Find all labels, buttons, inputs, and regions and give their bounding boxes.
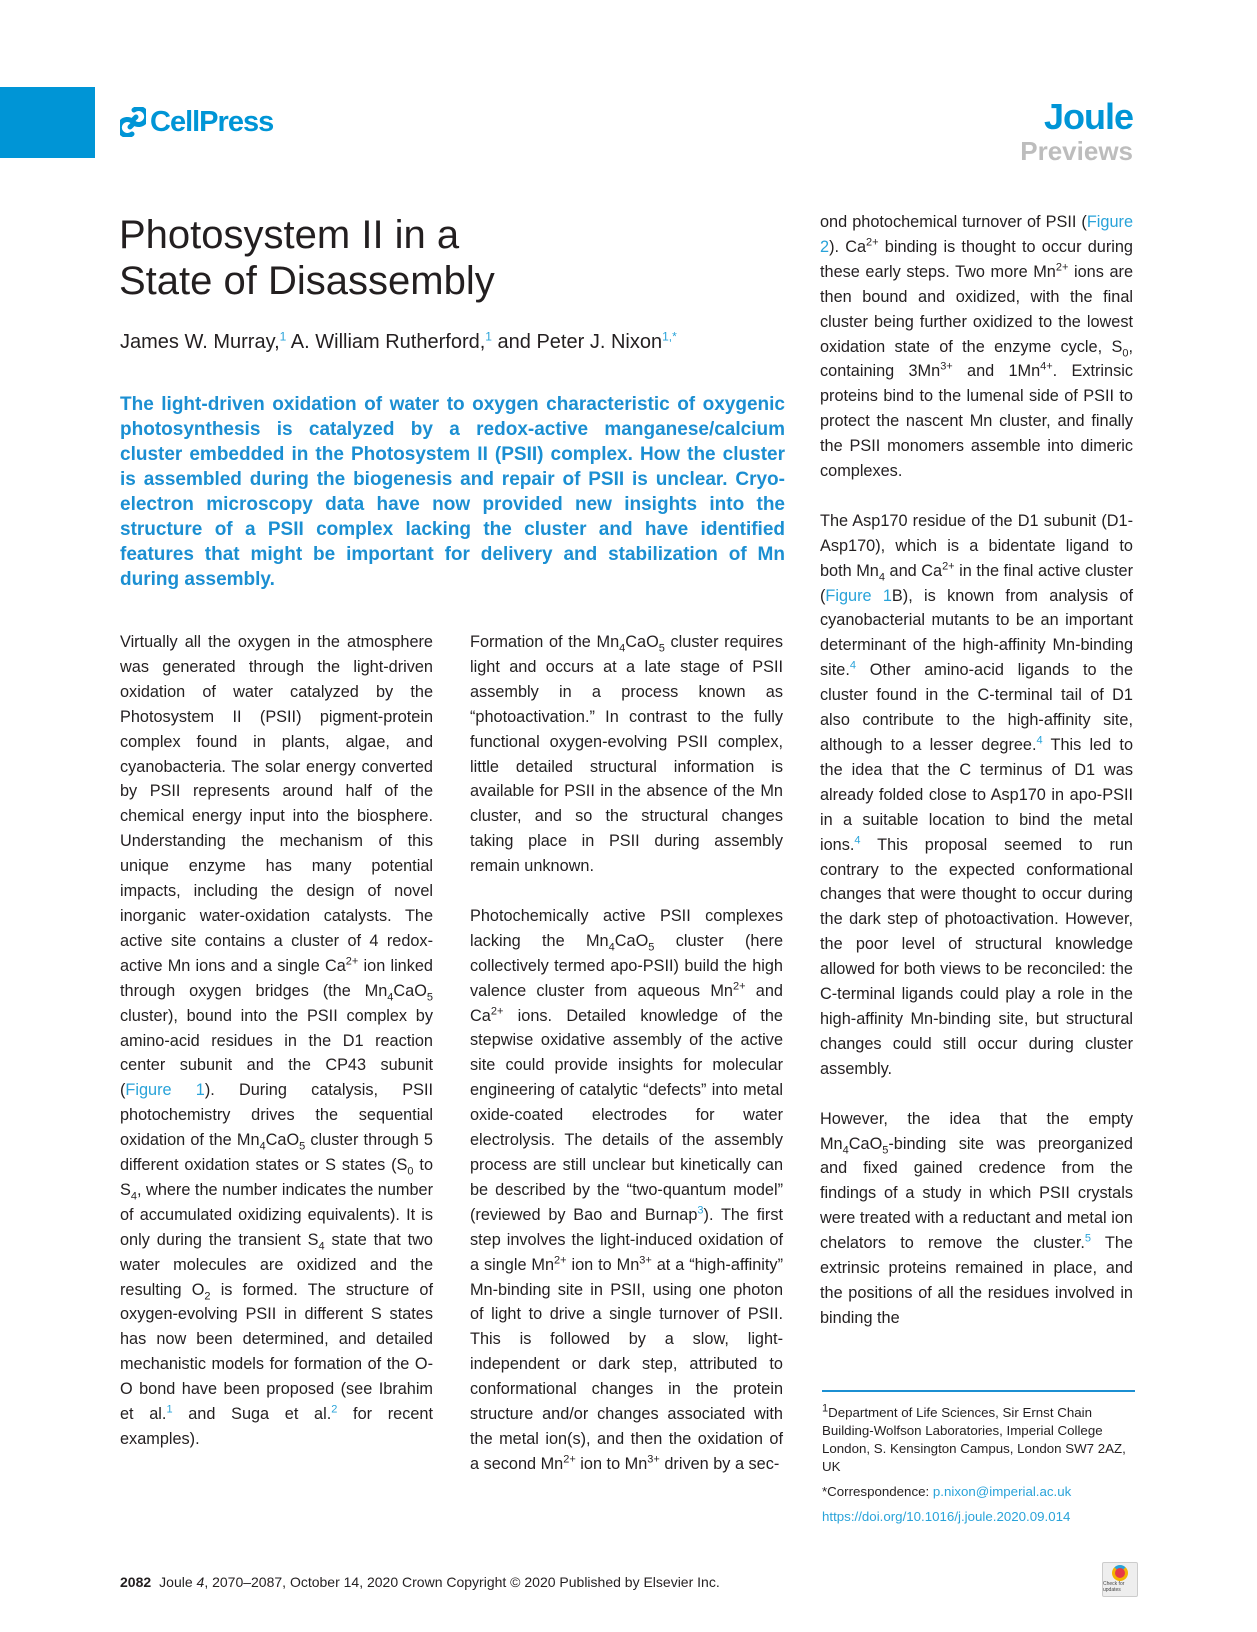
figure-link[interactable]: Figure 1 xyxy=(125,1081,205,1100)
superscript: 2+ xyxy=(942,560,955,573)
affiliation-footnote xyxy=(822,1404,1142,1476)
superscript: 2+ xyxy=(732,980,746,993)
cellpress-logo-icon xyxy=(120,107,146,137)
correspondence-footnote xyxy=(822,1483,1142,1501)
doi-footnote xyxy=(822,1508,1142,1526)
body-paragraph: Virtually all the oxygen in the atmosphere was generated through the light-driven oxidation of water catalyzed by the Photosystem II (PSII) pigment-protein complex found in plants, algae, and cyanobacteria. The solar energy converted by PSII represents around half of the chemical energy input into the biosphere. Understanding the mechanism of this unique enzyme has many potential impacts, including the design of novel inorganic water-oxidation catalysts. The active site contains a cluster of 4 redox-active Mn ions and a single $Ca^{2+}$ ion linked through oxygen bridges (the $Mn_4CaO_5$ cluster), bound into the PSII complex by amino-acid residues in the D1 reaction center subunit and the CP43 subunit (Figure 1). During catalysis, PSII photochemistry drives the sequential oxidation of the $Mn_4CaO_5$ cluster through 5 different oxidation states or S states ($S_0$ to $S_4$, where the number indicates the number of accumulated oxidizing equivalents). It is only during the transient $S_4$ state that two water molecules are oxidized and the resulting $O_2$ is formed. The structure of oxygen-evolving PSII in different S states has now been determined, and detailed mechanistic models for formation of the O-O bond have been proposed (see Ibrahim et al.$^1$ and Suga et al.$^2$ for recent examples). xyxy=(120,633,434,1448)
brand-color-block xyxy=(0,87,95,158)
title-line-1: Photosystem II in a xyxy=(119,213,460,257)
check-for-updates-badge[interactable] xyxy=(1102,1562,1138,1597)
section-name: Previews xyxy=(1020,136,1133,166)
footnotes xyxy=(822,1404,1142,1533)
superscript: 2+ xyxy=(563,1453,576,1466)
subscript: 4 xyxy=(130,1190,137,1203)
superscript: 2+ xyxy=(866,236,879,249)
superscript: 3+ xyxy=(940,361,953,374)
superscript: 2+ xyxy=(345,955,359,968)
superscript: 3+ xyxy=(639,1254,652,1267)
subscript: 4 xyxy=(842,1143,849,1156)
footer-volume: 4 xyxy=(196,1574,205,1590)
body-paragraph: Formation of the $Mn_4CaO_5$ cluster requires light and occurs at a late stage of PSII assembly in a process known as “photoactivation.” In contrast to the fully functional oxygen-evolving PSII complex, little detailed structural information is available for PSII in the absence of the Mn cluster, and so the structural changes taking place in PSII during assembly remain unknown. xyxy=(470,633,783,876)
subscript: 4 xyxy=(259,1140,266,1153)
superscript: 2+ xyxy=(554,1254,567,1267)
superscript: 2+ xyxy=(490,1005,504,1018)
reference-link[interactable]: 1 xyxy=(166,1403,173,1416)
body-paragraph: The Asp170 residue of the D1 subunit (D1-Asp170), which is a bidentate ligand to both $Mn_4$ and $Ca^{2+}$ in the final active cluster (Figure 1B), is known from analysis of cyanobacterial mutants to be an important determinant of the high-affinity Mn-binding site.$^4$ Other amino-acid ligands to the cluster found in the C-terminal tail of D1 also contribute to the high-affinity site, although to a lesser degree.$^4$ This led to the idea that the C terminus of D1 was already folded close to Asp170 in apo-PSII in a suitable location to bind the metal ions.$^4$ This proposal seemed to run contrary to the expected conformational changes that were thought to occur during the dark step of photoactivation. However, the poor level of structural knowledge allowed for both views to be reconciled: the C-terminal ligands could play a role in the high-affinity Mn-binding site, but structural changes could still occur during cluster assembly. xyxy=(820,511,1133,1078)
subscript: 4 xyxy=(608,941,615,954)
author-affiliation-link[interactable]: 1 xyxy=(279,329,287,344)
author-affiliation-link[interactable]: 1 xyxy=(485,329,492,344)
subscript: 5 xyxy=(299,1140,306,1153)
footnote-divider xyxy=(822,1390,1135,1392)
figure-link[interactable]: Figure 2 xyxy=(820,213,1133,256)
bookmark-icon xyxy=(1112,1565,1128,1581)
title-line-2: State of Disassembly xyxy=(119,259,495,303)
author-list xyxy=(120,329,677,355)
subscript: 4 xyxy=(619,642,626,655)
badge-label: Check for updates xyxy=(1103,1581,1125,1593)
page-number: 2082 xyxy=(120,1574,152,1590)
author-name: and Peter J. Nixon xyxy=(491,331,663,353)
author-name: James W. Murray, xyxy=(120,331,280,353)
footer-citation: , 2070–2087, October 14, 2020 Crown Copyright © 2020 Published by Elsevier Inc. xyxy=(204,1574,720,1590)
reference-link[interactable]: 4 xyxy=(854,834,861,847)
superscript: 3+ xyxy=(647,1453,660,1466)
subscript: 4 xyxy=(387,990,394,1003)
article-title xyxy=(119,212,679,304)
body-paragraph: However, the idea that the empty $Mn_4CaO_5$-binding site was preorganized and fixed gained credence from the findings of a study in which PSII crystals were treated with a reductant and metal ion chelators to remove the cluster.$^5$ The extrinsic proteins remained in place, and the positions of all the residues involved in binding the xyxy=(820,1109,1133,1327)
body-column-3 xyxy=(820,210,1133,1356)
subscript: 5 xyxy=(426,990,433,1003)
affiliation-text: Department of Life Sciences, Sir Ernst Chain Building-Wolfson Laboratories, Imperial College London, S. Kensington Campus, London SW7 2AZ, UK xyxy=(822,1405,1126,1474)
journal-name: Joule xyxy=(1043,96,1133,137)
doi-link[interactable]: https://doi.org/10.1016/j.joule.2020.09.014 xyxy=(822,1509,1071,1524)
body-column-2 xyxy=(470,630,783,1502)
subscript: 5 xyxy=(658,642,665,655)
reference-link[interactable]: 3 xyxy=(697,1204,704,1217)
subscript: 4 xyxy=(318,1240,325,1252)
cellpress-logo[interactable] xyxy=(120,104,273,140)
subscript: 5 xyxy=(882,1143,889,1156)
page-footer xyxy=(120,1574,720,1590)
body-column-1 xyxy=(120,630,433,1477)
body-paragraph: Photochemically active PSII complexes lacking the $Mn_4CaO_5$ cluster (here collectively termed apo-PSII) build the high valence cluster from aqueous $Mn^{2+}$ and $Ca^{2+}$ ions. Detailed knowledge of the stepwise oxidative assembly of the active site could provide insights for molecular engineering of catalytic “defects” into metal oxide-coated electrodes for water electrolysis. The details of the assembly process are still unclear but kinetically can be described by the “two-quantum model” (reviewed by Bao and Burnap$^3$). The first step involves the light-induced oxidation of a single $Mn^{2+}$ ion to $Mn^{3+}$ at a “high-affinity” Mn-binding site in PSII, using one photon of light to drive a single turnover of PSII. This is followed by a slow, light-independent or dark step, attributed to conformational changes in the protein structure and/or changes associated with the metal ion(s), and then the oxidation of a second $Mn^{2+}$ ion to $Mn^{3+}$ driven by a sec- xyxy=(470,906,784,1473)
author-affiliation-link[interactable]: 1,* xyxy=(662,329,677,344)
subscript: 4 xyxy=(878,570,885,583)
subscript: 2 xyxy=(204,1289,211,1302)
body-paragraph: ond photochemical turnover of PSII (Figure 2). $Ca^{2+}$ binding is thought to occur during these early steps. Two more $Mn^{2+}$ ions are then bound and oxidized, with the final cluster being further oxidized to the lowest oxidation state of the enzyme cycle, $S_0$, containing $3Mn^{3+}$ and $1Mn^{4+}$. Extrinsic proteins bind to the lumenal side of PSII to protect the nascent Mn cluster, and finally the PSII monomers assemble into dimeric complexes. xyxy=(820,213,1133,481)
subscript: 0 xyxy=(1122,346,1129,359)
journal-masthead xyxy=(1020,98,1133,166)
figure-link[interactable]: Figure 1 xyxy=(825,586,892,605)
reference-link[interactable]: 4 xyxy=(1036,734,1043,747)
subscript: 0 xyxy=(407,1165,414,1178)
author-name: A. William Rutherford, xyxy=(286,331,486,353)
subscript: 5 xyxy=(648,941,655,954)
footer-journal: Joule xyxy=(159,1574,197,1590)
email-link[interactable]: p.nixon@imperial.ac.uk xyxy=(932,1484,1072,1499)
reference-link[interactable]: 4 xyxy=(849,659,856,672)
reference-link[interactable]: 2 xyxy=(331,1403,338,1416)
affiliation-mark: 1 xyxy=(822,1402,829,1415)
reference-link[interactable]: 5 xyxy=(1084,1232,1092,1245)
superscript: 4+ xyxy=(1040,361,1053,374)
publisher-name: CellPress xyxy=(150,105,274,138)
correspondence-label: *Correspondence: xyxy=(822,1484,933,1499)
abstract: The light-driven oxidation of water to oxygen characteristic of oxygenic photosynthesis is catalyzed by a redox-active manganese/calcium cluster embedded in the Photosystem II (PSII) complex. How the cluster is assembled during the biogenesis and repair of PSII is unclear. Cryo-electron microscopy data have now provided new insights into the structure of a PSII complex lacking the cluster and have identified features that might be important for delivery and stabilization of Mn during assembly. xyxy=(120,394,785,590)
superscript: 2+ xyxy=(1055,261,1069,274)
